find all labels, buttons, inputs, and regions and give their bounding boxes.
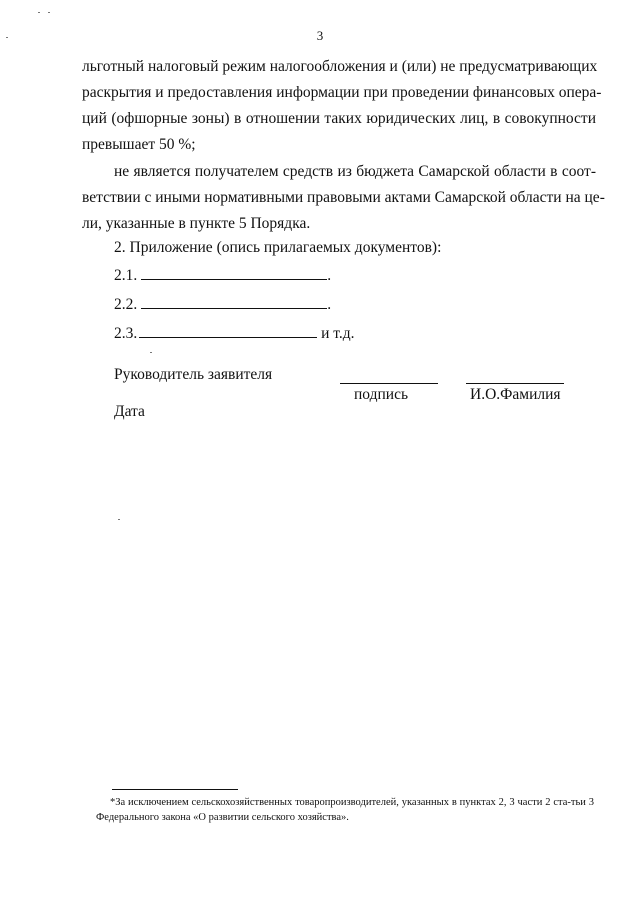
scan-speck — [150, 352, 152, 353]
appendix-item-suffix: и т.д. — [317, 325, 355, 342]
appendix-item-number: 2.3. — [114, 325, 138, 342]
scan-speck — [48, 12, 50, 13]
name-line — [466, 383, 564, 384]
paragraph-line: ветствии с иными нормативными правовыми актами Самарской области на це- — [82, 189, 605, 206]
signature-block — [114, 366, 594, 426]
appendix-item-blank — [141, 294, 327, 309]
head-label: Руководитель заявителя — [114, 366, 273, 383]
appendix-item-suffix: . — [327, 267, 332, 284]
paragraph-line: льготный налоговый режим налогообложения и (или) не предусматривающих — [82, 58, 598, 75]
appendix-item — [114, 290, 594, 319]
appendix-item-number: 2.2. — [114, 296, 138, 313]
appendix-item — [114, 261, 594, 290]
footnote-text: *За исключением сельскохозяйственных товаропроизводителей, указанных в пунктах 2, 3 части 2 ста-тьи 3 Федерального закона «О развитии сельского хозяйства». — [96, 797, 594, 823]
footnote — [96, 795, 594, 825]
footnote-divider — [112, 789, 238, 790]
paragraph-offshore — [82, 54, 602, 158]
paragraph-line: раскрытия и предоставления информации при проведении финансовых опера- — [82, 84, 602, 101]
paragraph-budget — [82, 159, 605, 237]
appendix-heading: 2. Приложение (опись прилагаемых документов): — [114, 239, 442, 256]
scan-speck — [118, 519, 120, 520]
paragraph-line: не является получателем средств из бюджета Самарской области в соот- — [114, 163, 596, 180]
date-label: Дата — [114, 403, 145, 420]
appendix-item-number: 2.1. — [114, 267, 138, 284]
paragraph-line: превышает 50 %; — [82, 136, 196, 153]
appendix-item-blank — [141, 265, 327, 280]
signature-line — [340, 383, 438, 384]
scan-speck — [38, 12, 40, 13]
paragraph-line: ций (офшорные зоны) в отношении таких юридических лиц, в совокупности — [82, 110, 596, 127]
name-caption: И.О.Фамилия — [470, 386, 561, 403]
signature-caption: подпись — [354, 386, 409, 403]
appendix-item-blank — [139, 323, 317, 338]
appendix-section — [114, 235, 594, 348]
paragraph-line: ли, указанные в пункте 5 Порядка. — [82, 215, 311, 232]
page-number: 3 — [316, 28, 324, 43]
appendix-item-suffix: . — [327, 296, 332, 313]
appendix-item — [114, 319, 594, 348]
